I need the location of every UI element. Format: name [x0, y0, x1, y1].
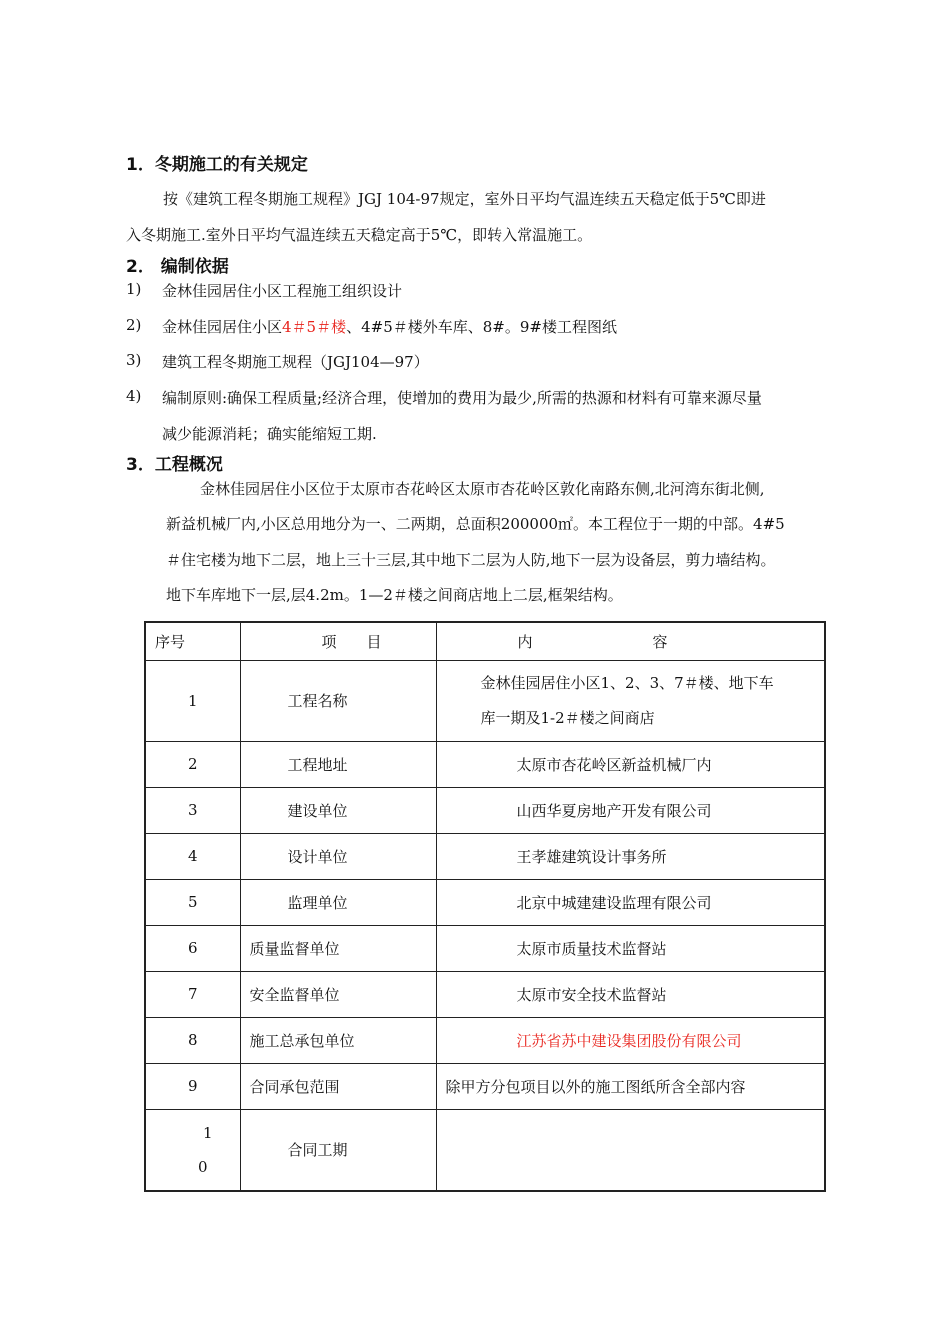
- row-content: [436, 1109, 825, 1191]
- basis-item-3-text: 建筑工程冬期施工规程（JGJ104—97）: [162, 353, 429, 371]
- section-1-para-line-2: 入冬期施工.室外日平均气温连续五天稳定高于5℃，即转入常温施工。: [126, 226, 593, 244]
- row-item: 设计单位: [240, 833, 436, 879]
- section-3-heading: 3．工程概况: [126, 455, 223, 475]
- basis-item-4-text-line-1: 编制原则:确保工程质量;经济合理，使增加的费用为最少,所需的热源和材料有可靠来源尽量: [162, 389, 762, 407]
- row-item: 建设单位: [240, 787, 436, 833]
- table-row: [145, 833, 825, 879]
- row-item: 质量监督单位: [240, 925, 436, 971]
- basis-item-1-num: 1): [126, 280, 142, 298]
- row-no: 6: [145, 925, 240, 971]
- basis-item-3-num: 3): [126, 351, 142, 369]
- table-row: [145, 741, 825, 787]
- basis-item-4-num: 4): [126, 387, 142, 405]
- header-item: 项 目: [240, 622, 436, 660]
- row-no: 9: [145, 1063, 240, 1109]
- overview-line-1: 金林佳园居住小区位于太原市杏花岭区太原市杏花岭区敦化南路东侧,北河湾东街北侧,: [200, 480, 765, 498]
- row-no: 5: [145, 879, 240, 925]
- row-content: 太原市杏花岭区新益机械厂内: [436, 741, 825, 787]
- row-content: 山西华夏房地产开发有限公司: [436, 787, 825, 833]
- row-item: 工程地址: [240, 741, 436, 787]
- overview-line-3: ＃住宅楼为地下二层，地上三十三层,其中地下二层为人防,地下一层为设备层，剪力墙结构。: [166, 551, 776, 569]
- overview-line-2: 新益机械厂内,小区总用地分为一、二两期，总面积200000㎡。本工程位于一期的中部。4#5: [166, 515, 785, 533]
- row-item: 合同承包范围: [240, 1063, 436, 1109]
- table-row: [145, 879, 825, 925]
- row-no: 2: [145, 741, 240, 787]
- row-item: 施工总承包单位: [240, 1017, 436, 1063]
- row-content: 北京中城建建设监理有限公司: [436, 879, 825, 925]
- table-row: [145, 1063, 825, 1109]
- row-content: 太原市安全技术监督站: [436, 971, 825, 1017]
- table-row: [145, 1017, 825, 1063]
- overview-line-4: 地下车库地下一层,层4.2m。1—2＃楼之间商店地上二层,框架结构。: [166, 586, 623, 604]
- row-content: 除甲方分包项目以外的施工图纸所含全部内容: [436, 1063, 825, 1109]
- table-header-row: [145, 622, 825, 660]
- row-item: 工程名称: [240, 660, 436, 741]
- project-overview-table: [144, 621, 826, 1192]
- row-content: 金林佳园居住小区1、2、3、7＃楼、地下车 库一期及1-2＃楼之间商店: [436, 660, 825, 741]
- row-content: 太原市质量技术监督站: [436, 925, 825, 971]
- row-item: 合同工期: [240, 1109, 436, 1191]
- table-row: [145, 1109, 825, 1191]
- table-row: [145, 971, 825, 1017]
- basis-item-2-num: 2): [126, 316, 142, 334]
- section-1-para-line-1: 按《建筑工程冬期施工规程》JGJ 104-97规定，室外日平均气温连续五天稳定低于5℃即进: [163, 190, 766, 208]
- row-no: 8: [145, 1017, 240, 1063]
- basis-item-2-text: 金林佳园居住小区4＃5＃楼、4#5＃楼外车库、8#。9#楼工程图纸: [162, 318, 617, 336]
- section-1-heading: 1．冬期施工的有关规定: [126, 155, 308, 175]
- header-content: 内 容: [436, 622, 825, 660]
- row-no: 4: [145, 833, 240, 879]
- row-item: 监理单位: [240, 879, 436, 925]
- table-row: [145, 660, 825, 741]
- row-no: 1: [145, 660, 240, 741]
- row-content-contractor: 江苏省苏中建设集团股份有限公司: [436, 1017, 825, 1063]
- table-row: [145, 787, 825, 833]
- row-no: 3: [145, 787, 240, 833]
- basis-item-1-text: 金林佳园居住小区工程施工组织设计: [162, 282, 403, 300]
- header-no: 序号: [145, 622, 240, 660]
- row-item: 安全监督单位: [240, 971, 436, 1017]
- table-row: [145, 925, 825, 971]
- row-no: 1 0: [145, 1109, 240, 1191]
- row-content: 王孝雄建筑设计事务所: [436, 833, 825, 879]
- row-no: 7: [145, 971, 240, 1017]
- basis-item-4-text-line-2: 减少能源消耗；确实能缩短工期.: [162, 425, 377, 443]
- highlight-building-no: 4＃5＃楼: [282, 318, 347, 336]
- section-2-heading: 2． 编制依据: [126, 257, 229, 277]
